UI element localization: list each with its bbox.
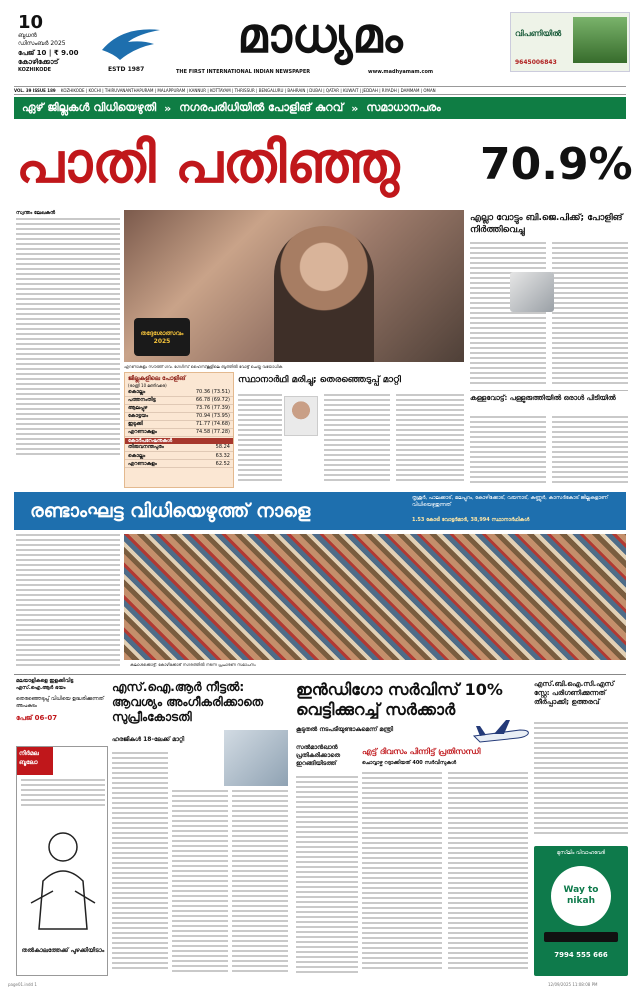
date-month-year: ഡിസംബർ 2025 bbox=[18, 40, 66, 47]
sir-body-1 bbox=[112, 752, 168, 976]
strip-separator: » bbox=[164, 101, 172, 115]
turnout-value: 63.32 bbox=[198, 452, 233, 460]
side-story-body-left bbox=[470, 242, 546, 387]
edition-bar bbox=[14, 86, 626, 95]
store-badges bbox=[544, 932, 618, 942]
table-row bbox=[125, 404, 233, 412]
candidate-body-3 bbox=[396, 394, 464, 486]
lead-byline: സ്വന്തം ലേഖകൻ bbox=[16, 210, 56, 216]
candidate-portrait bbox=[284, 396, 318, 436]
crowd-photo-caption: കലാശക്കൊട്ട്: കോഴിക്കോട് നഗരത്തിൽ നടന്ന പ്രചാരണ സമാപനം bbox=[130, 662, 256, 667]
side-story-body-right bbox=[552, 242, 628, 387]
candidate-headline: സ്ഥാനാർഥി മരിച്ചു; തെരഞ്ഞെടുപ്പ് മാറ്റി bbox=[238, 375, 401, 385]
second-phase-headline: രണ്ടാംഘട്ട വിധിയെഴുത്ത് നാളെ bbox=[30, 500, 311, 522]
section-divider bbox=[14, 674, 626, 675]
table-row bbox=[125, 388, 233, 396]
price: പേജ് 10 | ₹ 9.00 bbox=[18, 49, 79, 57]
turnout-value: 70.36 (73.51) bbox=[175, 388, 233, 396]
turnout-value: 70.94 (73.95) bbox=[175, 412, 233, 420]
lead-body-column bbox=[16, 218, 120, 458]
second-phase-body bbox=[16, 534, 120, 669]
divider bbox=[470, 390, 628, 391]
turnout-value: 66.78 (69.72) bbox=[175, 396, 233, 404]
cartoon-text bbox=[21, 779, 105, 813]
masthead-title: മാധ്യമം bbox=[237, 8, 403, 64]
district-name: കൊല്ലം bbox=[125, 388, 175, 396]
district-name: കൊല്ലം bbox=[125, 452, 198, 460]
indigo-bullet: കൂടുതൽ നടപടിയുണ്ടാകുമെന്ന് മന്ത്രി bbox=[296, 726, 393, 733]
turnout-value: 58.24 bbox=[198, 444, 233, 452]
cartoon-caption: തൽകാലത്തേക്ക് പുഴക്കിയിടാം bbox=[21, 947, 105, 954]
cartoon-box bbox=[16, 746, 108, 976]
table-row bbox=[125, 396, 233, 404]
strip-separator: » bbox=[351, 101, 359, 115]
lead-percent: 70.9% bbox=[480, 139, 633, 190]
footer-left: page01.indd 1 bbox=[8, 982, 37, 987]
ad-phone: 9645006843 bbox=[515, 59, 557, 66]
date-weekday: ബുധൻ bbox=[18, 32, 37, 39]
masthead-website: www.madhyamam.com bbox=[368, 69, 434, 75]
turnout-value: 73.76 (77.39) bbox=[175, 404, 233, 412]
sir-headline: എസ്.ഐ.ആർ നീട്ടൽ: ആവശ്യം അംഗീകരിക്കാതെ സുപ്രീംകോടതി bbox=[112, 680, 264, 724]
estd-label: ESTD 1987 bbox=[108, 66, 145, 73]
top-strip bbox=[14, 97, 626, 119]
side-story-headline: എല്ലാ വോട്ടും ബി.ജെ.പിക്ക്; പോളിങ് നിർത്തിവെച്ചു bbox=[470, 213, 623, 235]
strip-item-1: ഏഴ് ജില്ലകൾ വിധിയെഴുതി bbox=[22, 101, 157, 114]
top-right-ad bbox=[510, 12, 630, 72]
table-row bbox=[125, 428, 233, 436]
lead-headline: പാതി പതിഞ്ഞു bbox=[16, 131, 400, 196]
volume-issue: VOL. 39 ISSUE 189 bbox=[14, 88, 56, 93]
edition-en: KOZHIKODE bbox=[18, 67, 52, 73]
side-sub-body-left bbox=[470, 416, 546, 486]
right-story-body bbox=[534, 722, 628, 840]
indigo-side: സൽമാൻഖാൻ പ്രതികരിക്കാതെ ഇറങ്ങിയിടത്ത് bbox=[296, 744, 341, 767]
sir-body-2 bbox=[172, 790, 228, 976]
index-item-1: മലയാളികളെ ഇളക്കിവിട്ട എസ്.ഐ.ആർ ഭയം bbox=[16, 678, 74, 691]
nikah-ad-top: മുസ്‌ലിം വിവാഹവേദി bbox=[556, 850, 606, 856]
plane-image bbox=[472, 716, 532, 750]
ad-image bbox=[573, 17, 627, 63]
indigo-body-1 bbox=[362, 772, 442, 976]
second-phase-bullet-2: 1.53 കോടി വോട്ടർമാർ, 38,994 സ്ഥാനാർഥികൾ bbox=[412, 517, 530, 523]
festival-logo-text: തദ്ദേശോത്സവം 2025 bbox=[140, 330, 184, 345]
index-item-2: തെരഞ്ഞെടുപ്പ് വിധിയെ ഉദ്ധരിക്കുന്നത് അപകടം bbox=[16, 696, 104, 709]
ad-text: വിപണിയിൽ bbox=[515, 29, 562, 38]
side-sub-headline: കള്ളവോട്ട്: പള്ളുരുത്തിയിൽ ഒരാൾ പിടിയിൽ bbox=[470, 394, 616, 402]
corp-table bbox=[125, 444, 233, 469]
strip-item-2: നഗരപരിധിയിൽ പോളിങ് കുറവ് bbox=[179, 101, 344, 114]
table-row bbox=[125, 412, 233, 420]
masthead-tagline: THE FIRST INTERNATIONAL INDIAN NEWSPAPER bbox=[176, 69, 311, 75]
festival-logo bbox=[134, 318, 190, 356]
left-index bbox=[16, 678, 108, 742]
side-sub-body-right bbox=[552, 416, 628, 486]
district-name: എറണാകുളം bbox=[125, 460, 198, 468]
evm-photo bbox=[510, 272, 554, 312]
district-name: എറണാകുളം bbox=[125, 428, 175, 436]
date-day: 10 bbox=[18, 12, 44, 33]
nikah-ad-brand: Way to nikah bbox=[563, 885, 599, 906]
nikah-ad-badge bbox=[551, 866, 611, 926]
cartoon-title: നിർമല ബൂലോ bbox=[17, 747, 53, 775]
date-block bbox=[18, 14, 88, 73]
edition-ml: കോഴിക്കോട് bbox=[18, 58, 59, 66]
cartoon-drawing bbox=[23, 821, 103, 941]
district-name: ഇടുക്കി bbox=[125, 420, 175, 428]
turnout-value: 62.52 bbox=[198, 460, 233, 468]
district-name: തിരുവനന്തപുരം bbox=[125, 444, 198, 452]
corp-title: കോർപറേഷനുകൾ bbox=[125, 438, 233, 444]
sir-photo bbox=[224, 730, 288, 786]
index-page: പേജ് 06-07 bbox=[16, 714, 58, 722]
sir-body-3 bbox=[232, 790, 288, 976]
indigo-sub-bullet: ചൊവ്വാഴ്ച റദ്ദാക്കിയത് 400 സർവിസുകൾ bbox=[362, 760, 457, 766]
nikah-ad-phone: 7994 555 666 bbox=[554, 951, 608, 959]
indigo-sub-headline: എട്ട് ദിവസം പിന്നിട്ട് പ്രതിസന്ധി bbox=[362, 747, 481, 756]
poll-table-box bbox=[124, 372, 234, 488]
strip-item-3: സമാധാനപരം bbox=[366, 101, 441, 114]
poll-table-title: ജില്ലകളിലെ പോളിങ് bbox=[128, 375, 186, 382]
turnout-value: 74.58 (77.28) bbox=[175, 428, 233, 436]
candidate-body-2 bbox=[324, 394, 390, 486]
bird-logo bbox=[98, 20, 164, 64]
indigo-headline: ഇൻഡിഗോ സർവിസ് 10% വെട്ടിക്കുറച്ച് സർക്കാർ bbox=[296, 680, 503, 719]
footer-right: 12/09/2025 11:08:08 PM bbox=[548, 982, 598, 987]
lead-photo bbox=[124, 210, 464, 362]
candidate-body-1 bbox=[238, 394, 282, 486]
table-row bbox=[125, 452, 233, 460]
district-name: കോട്ടയം bbox=[125, 412, 175, 420]
masthead bbox=[0, 0, 640, 86]
nikah-ad bbox=[534, 846, 628, 976]
turnout-value: 71.77 (74.68) bbox=[175, 420, 233, 428]
district-name: പത്തനംതിട്ട bbox=[125, 396, 175, 404]
indigo-body-2 bbox=[448, 772, 528, 976]
poll-table-subtitle: (രാത്രി 10 മണിവരെ) bbox=[128, 383, 167, 388]
district-name: ആലപ്പുഴ bbox=[125, 404, 175, 412]
table-row bbox=[125, 460, 233, 468]
crowd-photo bbox=[124, 534, 626, 660]
poll-table bbox=[125, 388, 233, 437]
photo-figure bbox=[274, 226, 374, 362]
edition-list: KOZHIKODE | KOCHI | THIRUVANANTHAPURAM | MALAPPURAM | KANNUR | KOTTAYAM | THRISSUR | BENGALURU | BAHRAIN | DUBAI | QATAR | KUWAIT | JEDDAH | RIYADH | DAMMAM | OMAN bbox=[60, 88, 436, 93]
indigo-side-body bbox=[296, 776, 358, 976]
second-phase-bullet-1: തൃശൂർ, പാലക്കാട്, മലപ്പുറം, കോഴിക്കോട്, വയനാട്, കണ്ണൂർ, കാസർകോട് ജില്ലകളാണ് വിധിയെഴുതുന്നത് bbox=[412, 495, 608, 508]
sir-sub: ഹരജികൾ 18-ലേക്ക് മാറ്റി bbox=[112, 736, 185, 743]
right-story-headline: എസ്.ബി.ഐ.സി.എസ് സ്റ്റേ: പരിഗണിക്കുന്നത് തീർപ്പാക്കി; ഉത്തരവ് bbox=[534, 680, 615, 706]
lead-photo-caption: എറണാകുളം സൗത്ത് ഗവ. ഗേൾസ് ഹൈസ്‌കൂളിലെ ബൂത്തിൽ വോട്ട് ചെയ്ത വയോധിക bbox=[124, 364, 283, 369]
second-phase-band bbox=[14, 492, 626, 530]
table-row bbox=[125, 420, 233, 428]
table-row bbox=[125, 444, 233, 452]
